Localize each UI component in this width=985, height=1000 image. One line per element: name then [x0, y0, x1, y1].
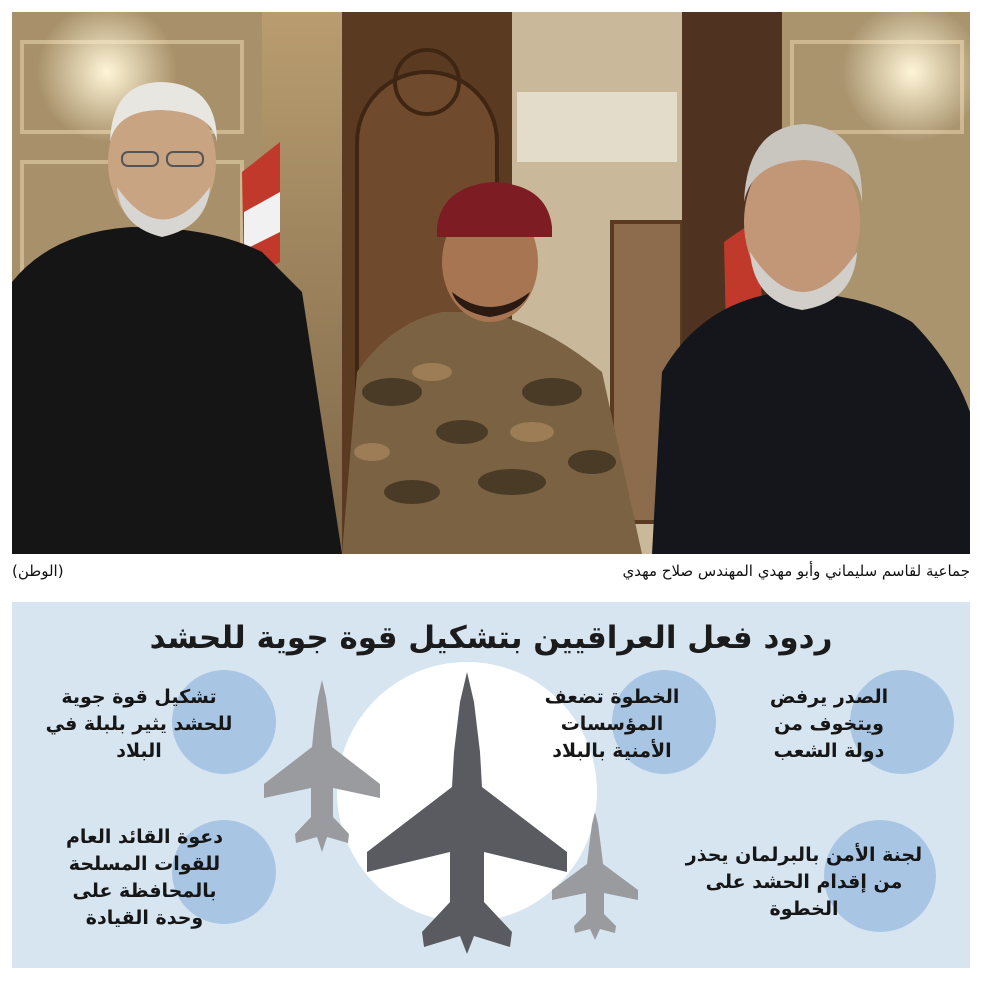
reaction-commander-call: دعوة القائد العام للقوات المسلحة بالمحافظة على وحدة القيادة — [65, 826, 224, 929]
infographic-headline: ردود فعل العراقيين بتشكيل قوة جوية للحشد — [149, 620, 833, 656]
news-photo — [12, 12, 970, 554]
reaction-confusion: تشكيل قوة جوية للحشد يثير بلبلة في البلاد — [45, 686, 233, 762]
photo-illustration — [12, 12, 970, 554]
reaction-weakens-institutions: الخطوة تضعف المؤسسات الأمنية بالبلاد — [544, 686, 680, 762]
photo-caption: جماعية لقاسم سليماني وأبو مهدي المهندس صلاح مهدي — [622, 562, 970, 580]
reaction-parliament-warning: لجنة الأمن بالبرلمان يحذر من إقدام الحشد على الخطوة — [685, 844, 923, 920]
reaction-sadr: الصدر يرفض ويتخوف من دولة الشعب — [769, 686, 889, 762]
photo-credit: (الوطن) — [12, 562, 64, 580]
photo-caption-row — [12, 562, 970, 588]
infographic-panel — [12, 602, 970, 968]
